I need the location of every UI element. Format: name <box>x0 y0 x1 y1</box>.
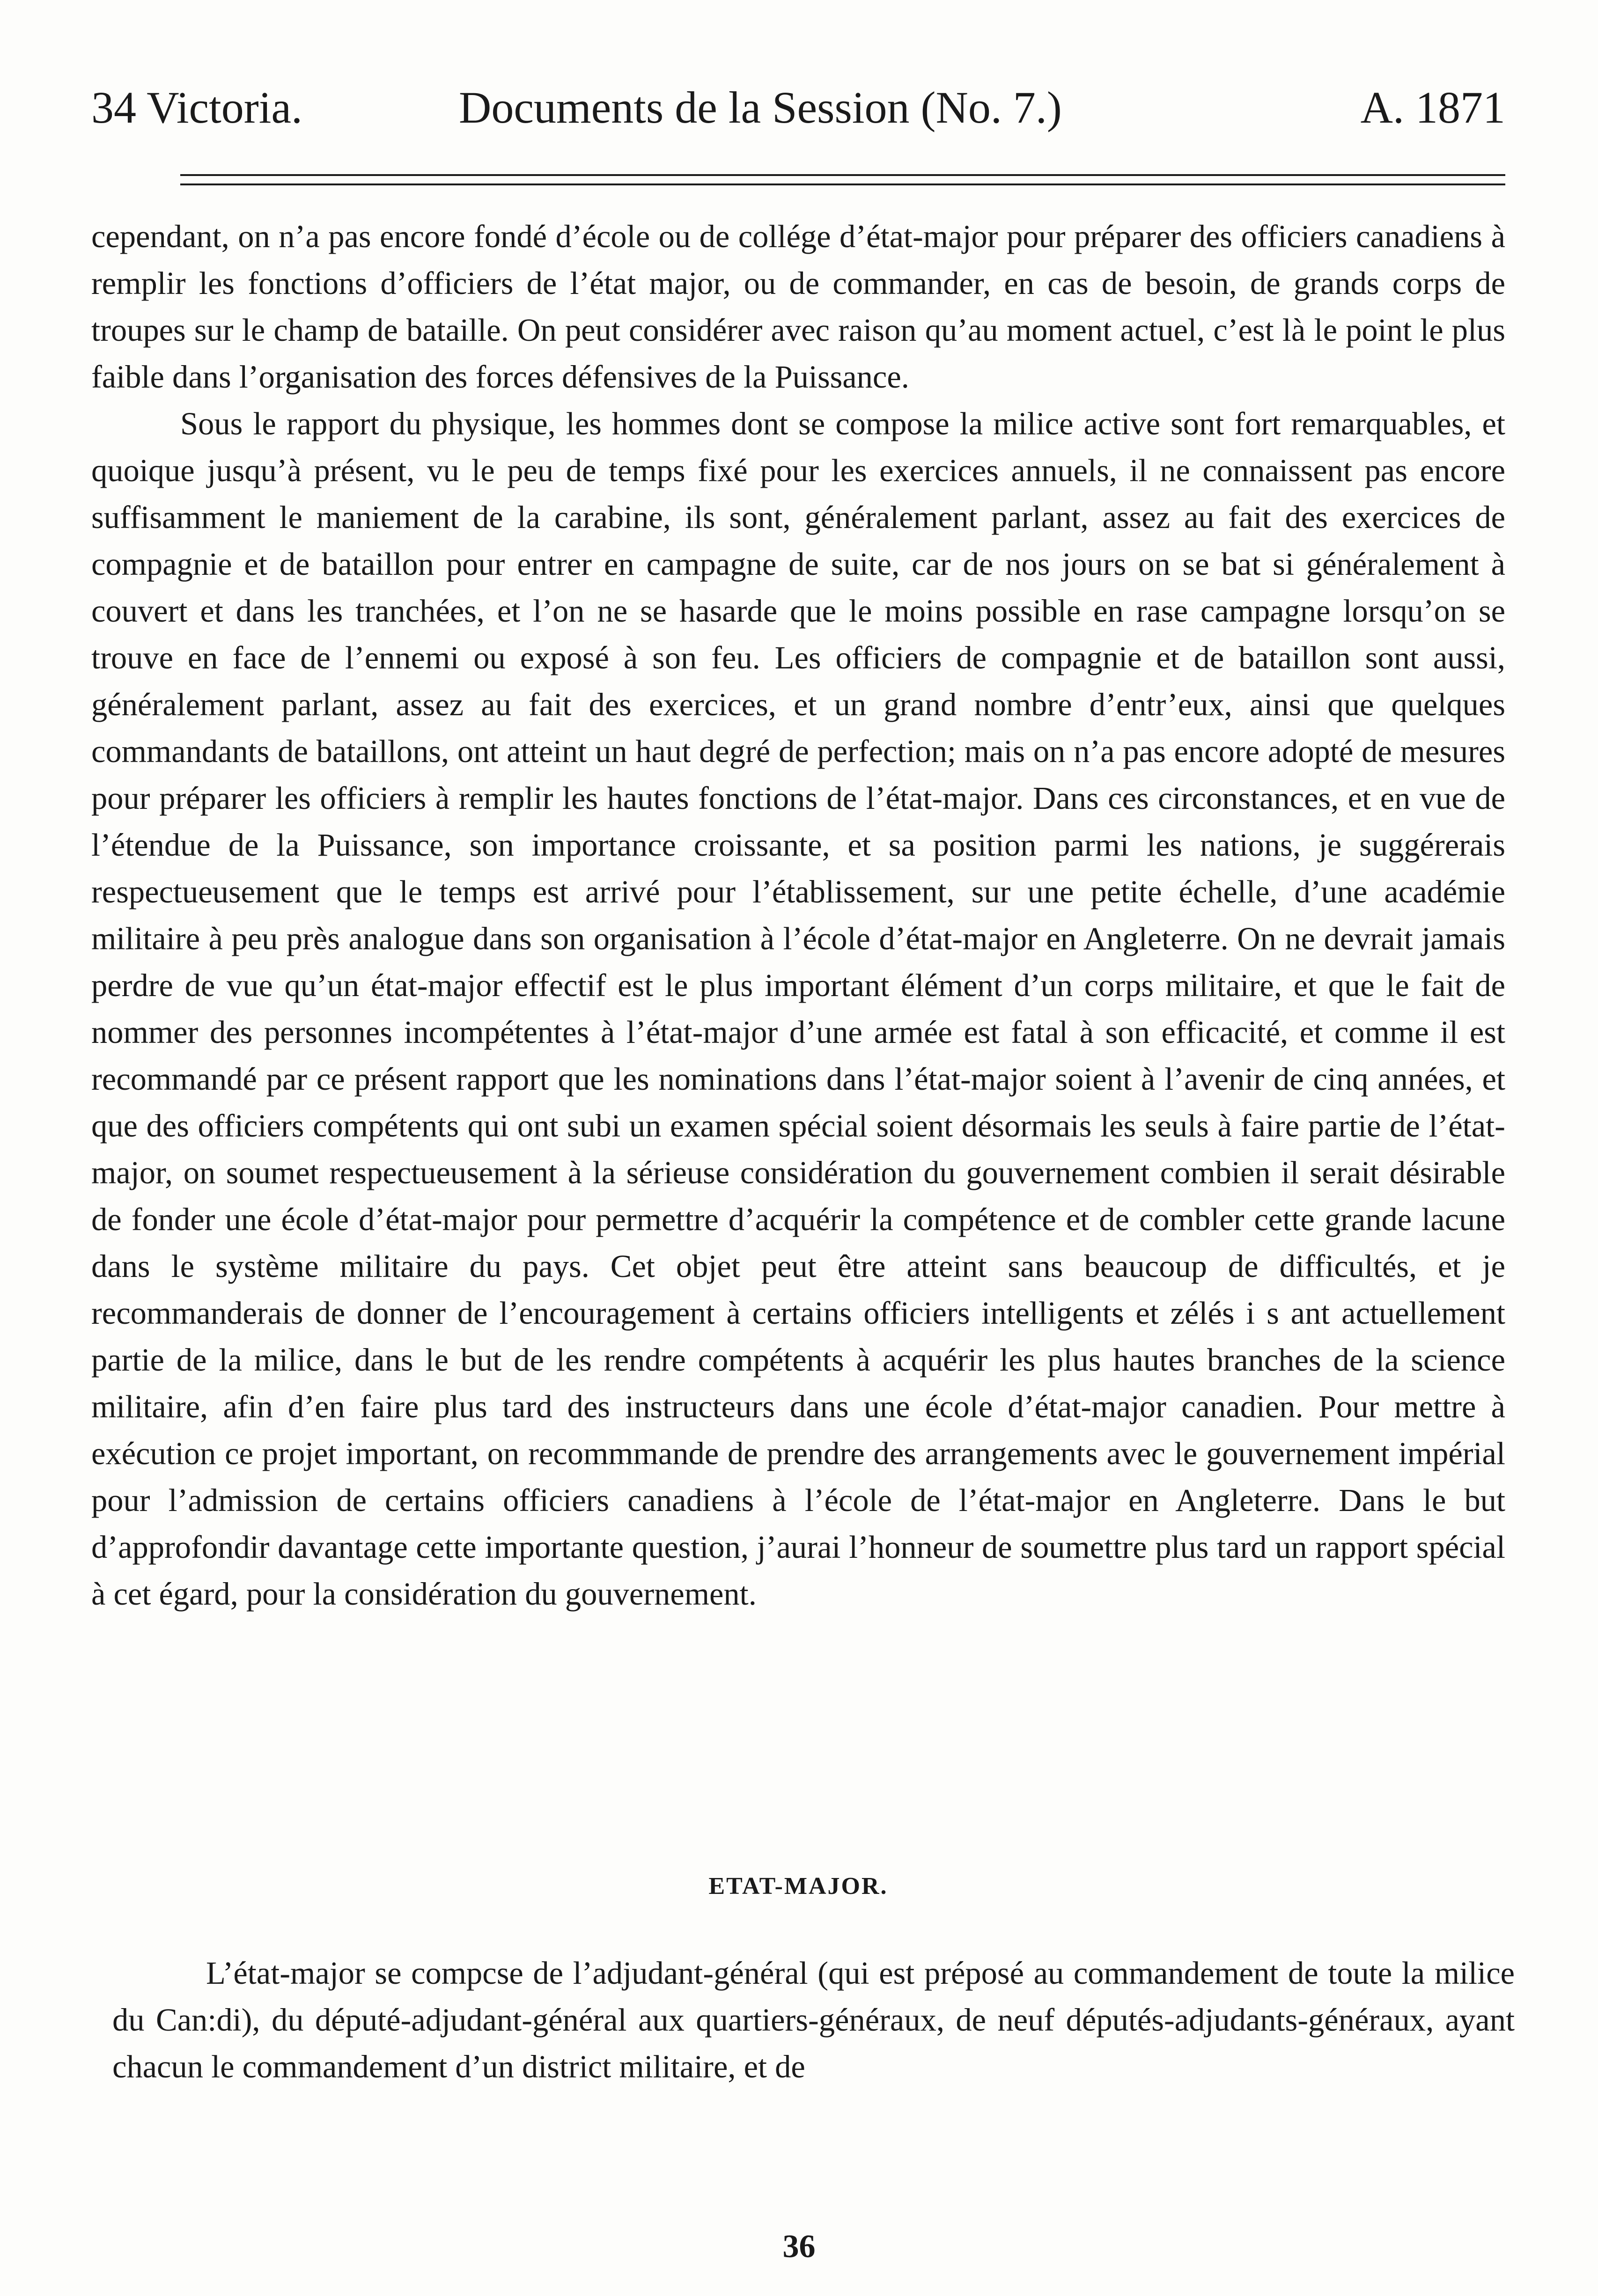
running-header <box>91 80 1505 136</box>
page-number: 36 <box>782 2229 816 2265</box>
header-title: Documents de la Session (No. 7.) <box>459 82 1062 132</box>
paragraph-1: cependant, on n’a pas encore fondé d’école ou de collége d’état-major pour préparer des officiers canadiens à remplir les fonctions d’officiers de l’état major, ou de commander, en cas de besoin, de grands corps de troupes sur le champ de bataille. On peut considérer avec raison qu’au moment actuel, c’est là le point le plus faible dans l’organisation des forces défensives de la Puissance. <box>91 219 1505 395</box>
header-rule-bottom <box>180 183 1505 185</box>
paragraph-2: Sous le rapport du physique, les hommes dont se compose la milice active sont fort remarquables, et quoique jusqu’à présent, vu le peu de temps fixé pour les exercices annuels, il ne connaissent pas encore suffisamment le maniement de la carabine, ils sont, généralement parlant, assez au fait des exercices de compagnie et de bataillon pour entrer en campagne de suite, car de nos jours on se bat si généralement à couvert et dans les tranchées, et l’on ne se hasarde que le moins possible en rase campagne lorsqu’on se trouve en face de l’ennemi ou exposé à son feu. Les officiers de compagnie et de bataillon sont aussi, généralement parlant, assez au fait des exercices, et un grand nombre d’entr’eux, ainsi que quelques commandants de bataillons, ont atteint un haut degré de perfection; mais on n’a pas encore adopté de mesures pour préparer les officiers à remplir les hautes fonctions de l’état-major. Dans ces circonstances, et en vue de l’étendue de la Puissance, son importance croissante, et sa position parmi les nations, je suggérerais respectueusement que le temps est arrivé pour l’établissement, sur une petite échelle, d’une académie militaire à peu près analogue dans son organisation à l’école d’état-major en Angleterre. On ne devrait jamais perdre de vue qu’un état-major effectif est le plus important élément d’un corps militaire, et que le fait de nommer des personnes incompétentes à l’état-major d’une armée est fatal à son efficacité, et comme il est recommandé par ce présent rapport que les nominations dans l’état-major soient à l’avenir de cinq années, et que des officiers compétents qui ont subi un examen spécial soient désormais les seuls à faire partie de l’état-major, on soumet respectueusement à la sérieuse considération du gouvernement combien il serait désirable de fonder une école d’état-major pour permettre d’acquérir la compétence et de combler cette grande lacune dans le système militaire du pays. Cet objet peut être atteint sans beaucoup de difficultés, et je recommanderais de donner de l’encouragement à certains officiers intelligents et zélés i s ant actuellement partie de la milice, dans le but de les rendre compétents à acquérir les plus hautes branches de la science militaire, afin d’en faire plus tard des instructeurs dans une école d’état-major canadien. Pour mettre à exécution ce projet important, on recommmande de prendre des arrangements avec le gouvernement impérial pour l’admission de certains officiers canadiens à l’école de l’état-major en Angleterre. Dans le but d’approfondir davantage cette importante question, j’aurai l’honneur de soumettre plus tard un rapport spécial à cet égard, pour la considération du gouvernement. <box>91 406 1505 1612</box>
section-paragraph: L’état-major se compcse de l’adjudant-général (qui est préposé au commandement de toute la milice du Can:di), du député-adjudant-général aux quartiers-généraux, de neuf députés-adjudants-généraux, ayant chacun le commandement d’un district militaire, et de <box>112 1955 1515 2084</box>
header-left: 34 Victoria. <box>91 82 303 132</box>
header-year: A. 1871 <box>1360 82 1505 132</box>
main-body <box>91 213 1505 1617</box>
section-body <box>112 1950 1515 2090</box>
header-rule-top <box>180 174 1505 176</box>
section-heading: ETAT-MAJOR. <box>708 1873 888 1900</box>
